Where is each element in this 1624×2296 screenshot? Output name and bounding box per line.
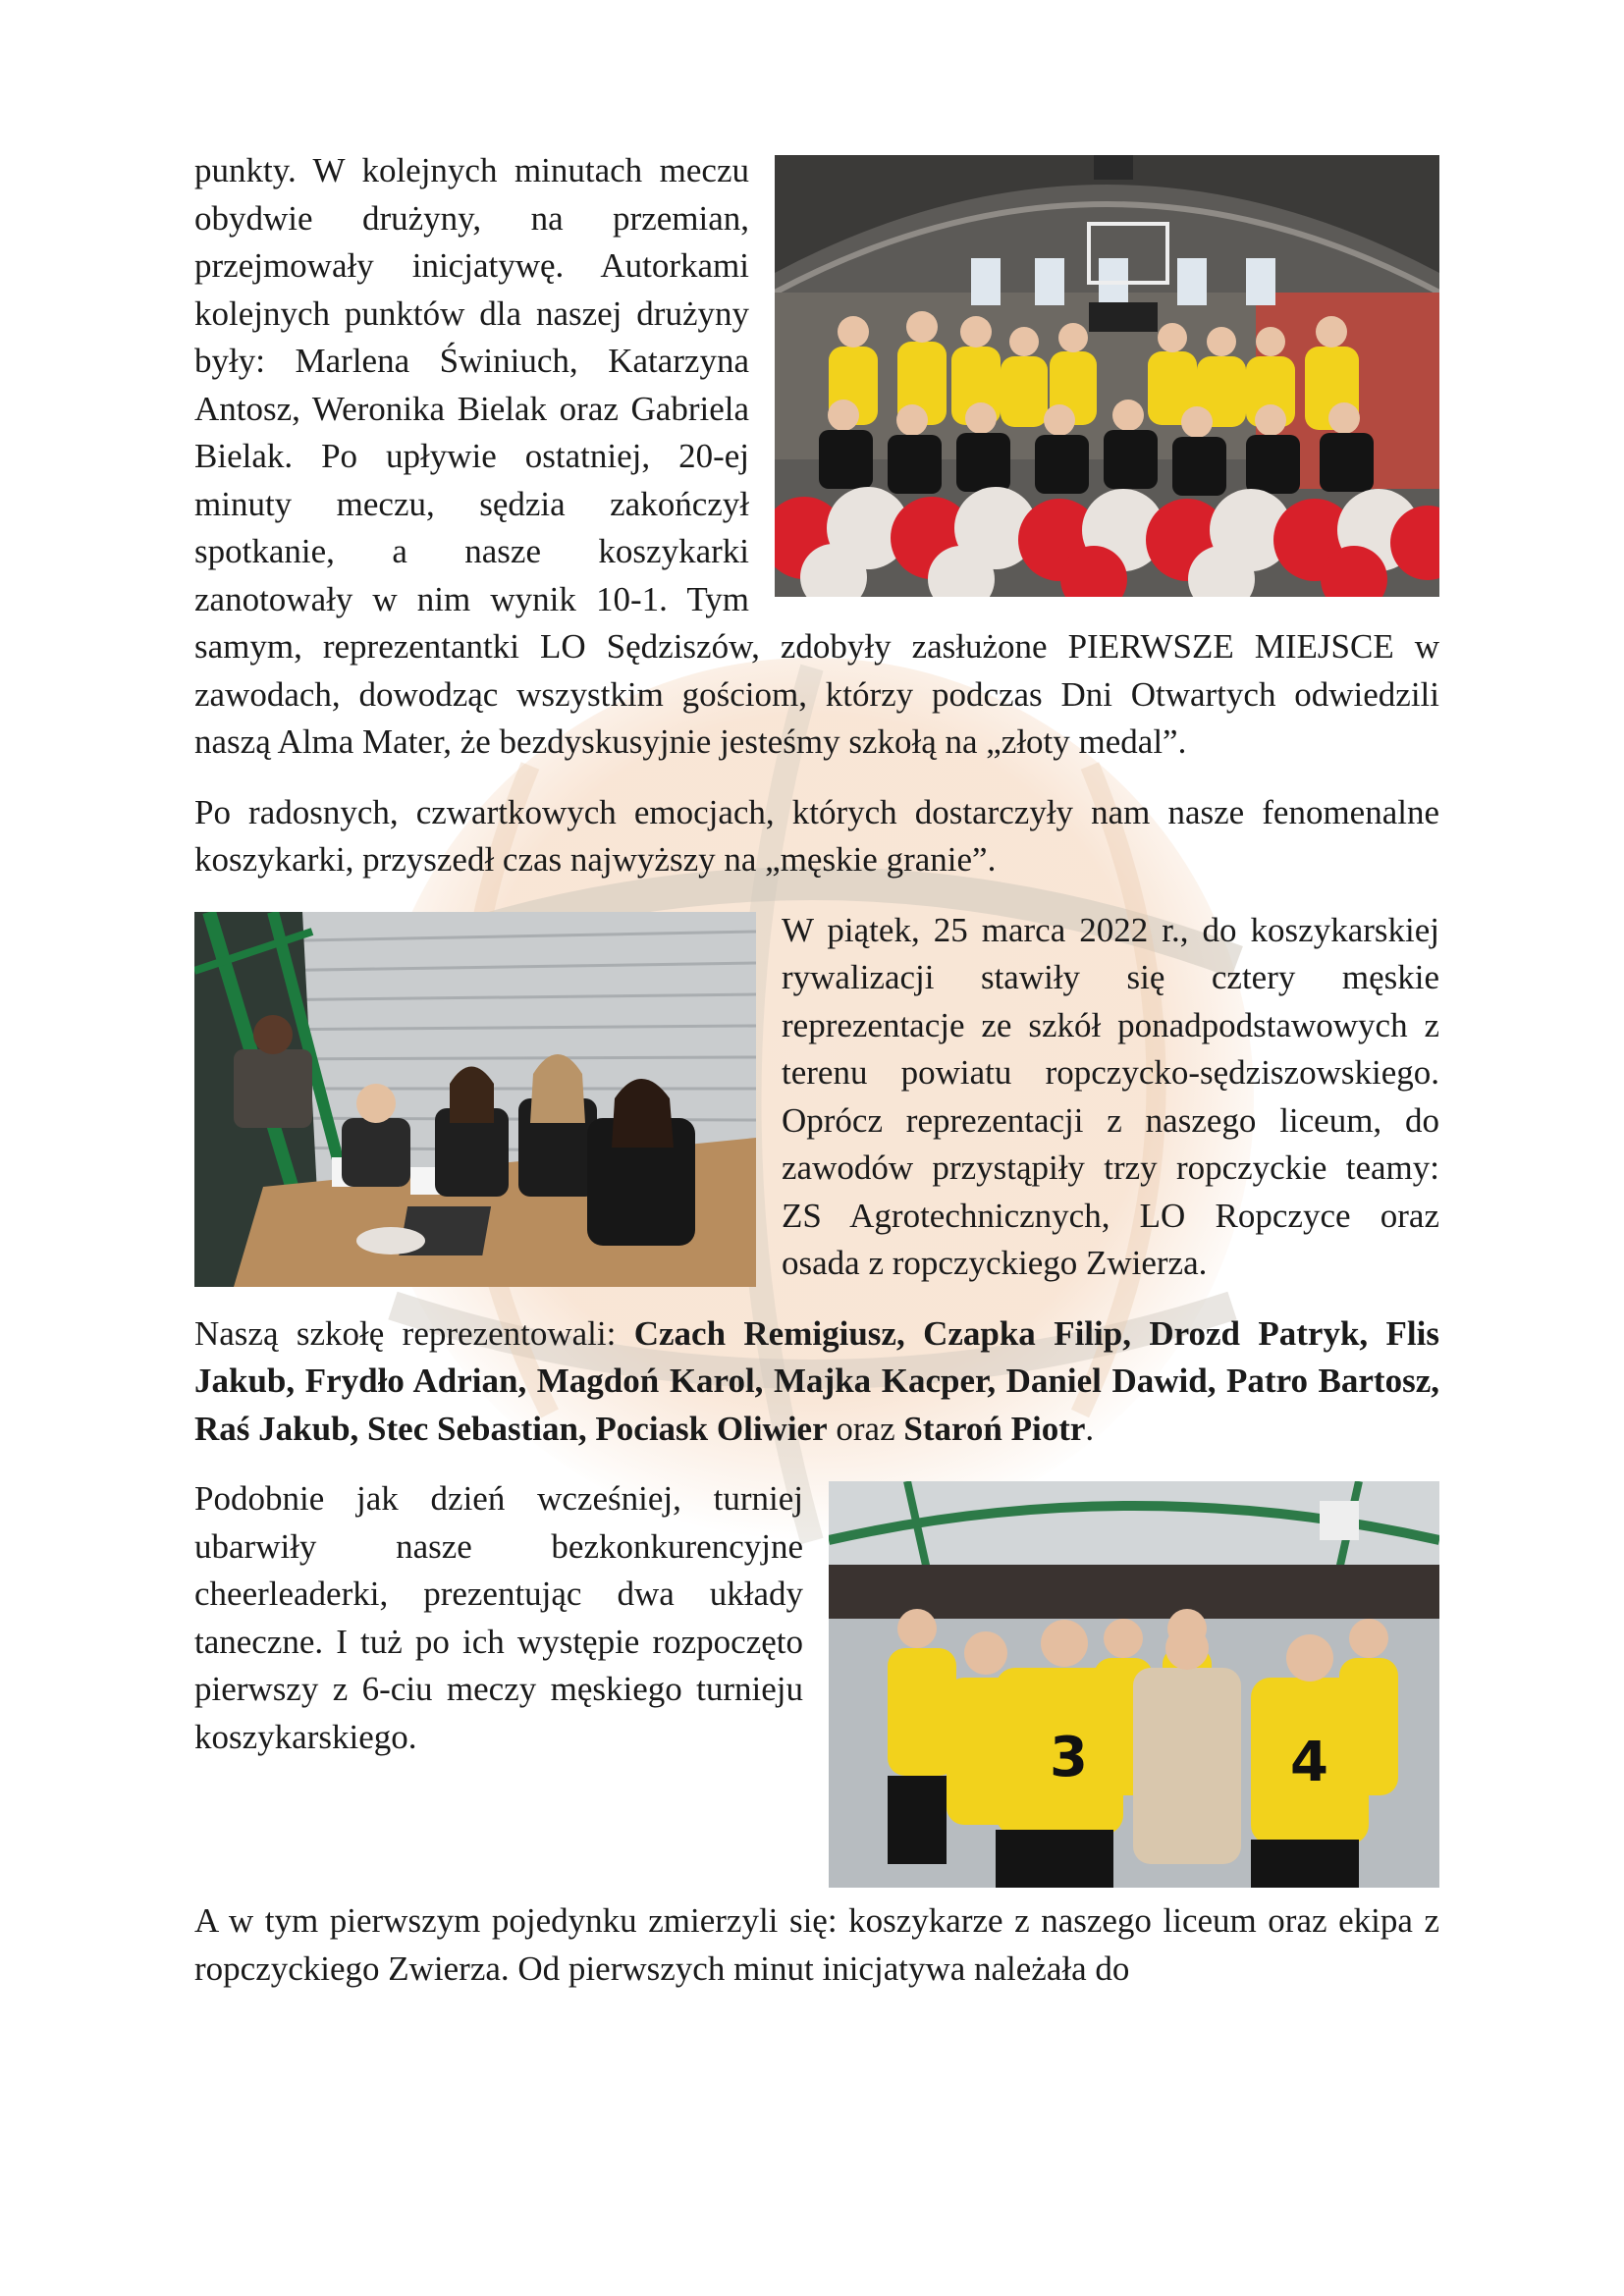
paragraph-2: Po radosnych, czwartkowych emocjach, których dostarczyły nam nasze fenomenalne koszykarki, przyszedł czas najwyższy na „męskie granie”. (194, 792, 1439, 879)
paragraph-6: A w tym pierwszym pojedynku zmierzyli się: koszykarze z naszego liceum oraz ekipa z ropczyckiego Zwierza. Od pierwszych minut inicjatywa należała do (194, 1901, 1439, 1988)
roster-end-dot: . (1085, 1409, 1095, 1448)
roster-conjunction: oraz (827, 1409, 904, 1448)
svg-text:3: 3 (1050, 1726, 1088, 1789)
paragraph-3-text: W piątek, 25 marca 2022 r., do koszykarskiej rywalizacji stawiły się cztery męskie reprezentacje ze szkół ponadpodstawowych z terenu powiatu ropczycko-sędziszowskiego. Oprócz reprezentacji z naszego liceum, do zawodów przystąpiły trzy ropczyckie teamy: ZS Agrotechnicznych, LO Ropczyce oraz osada z ropczyckiego Zwierza. (782, 910, 1439, 1282)
photo-girls-team-cheerleaders (775, 155, 1439, 597)
paragraph-5-text: Podobnie jak dzień wcześniej, turniej ubarwiły nasze bezkonkurencyjne cheerleaderki, prezentując dwa układy taneczne. I tuż po ich występie rozpoczęto pierwszy z 6-ciu meczy męskiego turnieju koszykarskiego. (194, 1479, 803, 1756)
first-place-text: PIERWSZE MIEJSCE (1067, 627, 1394, 666)
paragraph-1 (194, 147, 1439, 767)
paragraph-4 (194, 1310, 1439, 1454)
paragraph-1-end: w zawodach, dowodząc wszystkim gościom, którzy podczas Dni Otwartych odwiedzili naszą Alma Mater, że bezdyskusyjnie jesteśmy szkołą na „złoty medal”. (194, 627, 1439, 761)
article-body (194, 147, 1439, 2015)
team-intro: Naszą szkołę reprezentowali: (194, 1313, 634, 1353)
team-roster: Czach Remigiusz, Czapka Filip, Drozd Patryk, Flis Jakub, Frydło Adrian, Magdoń Karol, Majka Kacper, Daniel Dawid, Patro Bartosz, Raś Jakub, Stec Sebastian, Pociask Oliwier (194, 1313, 1440, 1448)
paragraph-3 (194, 907, 1439, 1288)
photo-scorekeeper-table (194, 912, 756, 1287)
paragraph-5 (194, 1475, 1439, 1794)
photo-boys-team-huddle (829, 1481, 1439, 1888)
team-roster-last: Staroń Piotr (903, 1409, 1086, 1448)
svg-text:4: 4 (1290, 1731, 1328, 1794)
paragraph-1-text: punkty. W kolejnych minutach meczu obydwie drużyny, na przemian, przejmowały inicjatywę. Autorkami kolejnych punktów dla naszej drużyny były: Marlena Świniuch, Katarzyna Antosz, Weronika Bielak oraz Gabriela Bielak. Po upływie ostatniej, 20-ej minuty meczu, sędzia zakończył spotkanie, a nasze koszykarki zanotowały w nim wynik 10-1. Tym samym, reprezentantki LO Sędziszów, zdobyły zasłużone (194, 151, 1048, 666)
